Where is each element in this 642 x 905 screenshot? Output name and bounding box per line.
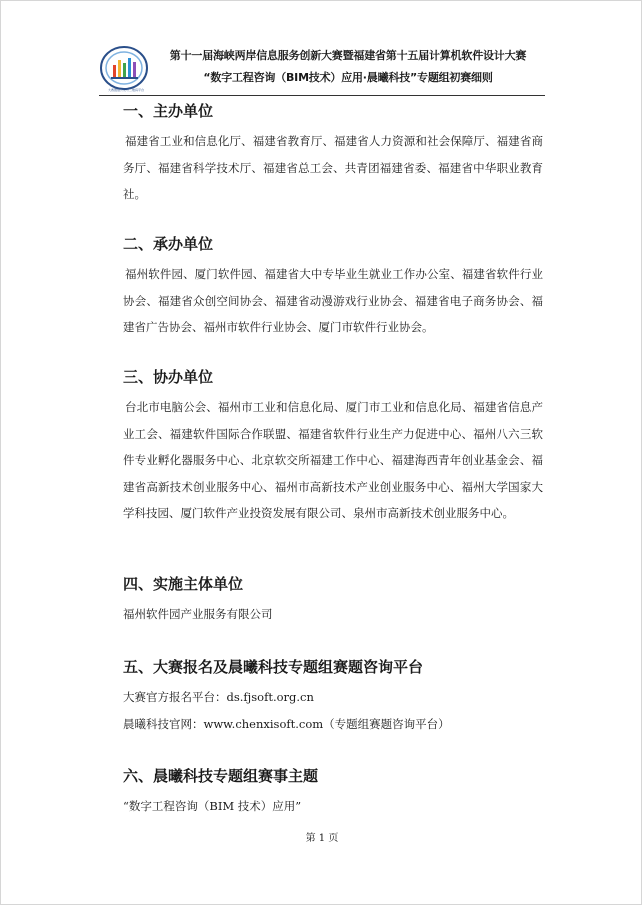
section-title: 三、协办单位 [123, 368, 214, 386]
section-title: 五、大赛报名及晨曦科技专题组赛题咨询平台 [123, 658, 424, 676]
section-body: 台北市电脑公会、福州市工业和信息化局、厦门市工业和信息化局、福建省信息产业工会、福建软件国际合作联盟、福建省软件行业生产力促进中心、福州八六三软件专业孵化器服务中心、北京软交所福建工作中心、福建海西青年创业基金会、福建省高新技术创业服务中心、福州市高新技术产业创业服务中心、福州大学国家大学科技园、厦门软件产业投资发展有限公司、泉州市高新技术创业服务中心。 [123, 400, 543, 520]
section-body: 福州软件园、厦门软件园、福建省大中专毕业生就业工作办公室、福建省软件行业协会、福建省众创空间协会、福建省动漫游戏行业协会、福建省电子商务协会、福建省广告协会、福州市软件行业协会、厦门市软件行业协会。 [123, 267, 543, 334]
header-title: 第十一届海峡两岸信息服务创新大赛暨福建省第十五届计算机软件设计大赛 [169, 49, 527, 62]
header-subtitle: “数字工程咨询（BIM技术）应用·晨曦科技”专题组初赛细则 [203, 71, 493, 84]
section-theme [123, 767, 543, 820]
official-website: 晨曦科技官网：www.chenxisoft.com（专题组赛题咨询平台） [123, 716, 450, 731]
logo-caption: 大赛微信公众号二维码平台 [107, 88, 144, 92]
section-title: 六、晨曦科技专题组赛事主题 [123, 767, 319, 785]
section-organizers [123, 102, 543, 208]
competition-logo-icon [99, 45, 149, 91]
implementer-name: 福州软件园产业服务有限公司 [123, 607, 273, 621]
page-header [99, 41, 545, 96]
section-co-organizers [123, 368, 543, 527]
section-title: 一、主办单位 [123, 102, 214, 120]
section-title: 二、承办单位 [123, 235, 214, 253]
theme-text: “数字工程咨询（BIM 技术）应用” [123, 799, 302, 813]
registration-platform: 大赛官方报名平台：ds.fjsoft.org.cn [123, 690, 314, 704]
section-body: 福建省工业和信息化厅、福建省教育厅、福建省人力资源和社会保障厅、福建省商务厅、福建省科学技术厅、福建省总工会、共青团福建省委、福建省中华职业教育社。 [123, 134, 543, 201]
page-number: 第 1 页 [305, 833, 339, 844]
section-platforms [123, 658, 543, 737]
section-title: 四、实施主体单位 [123, 575, 244, 593]
section-implementer [123, 575, 543, 628]
section-hosts [123, 235, 543, 341]
